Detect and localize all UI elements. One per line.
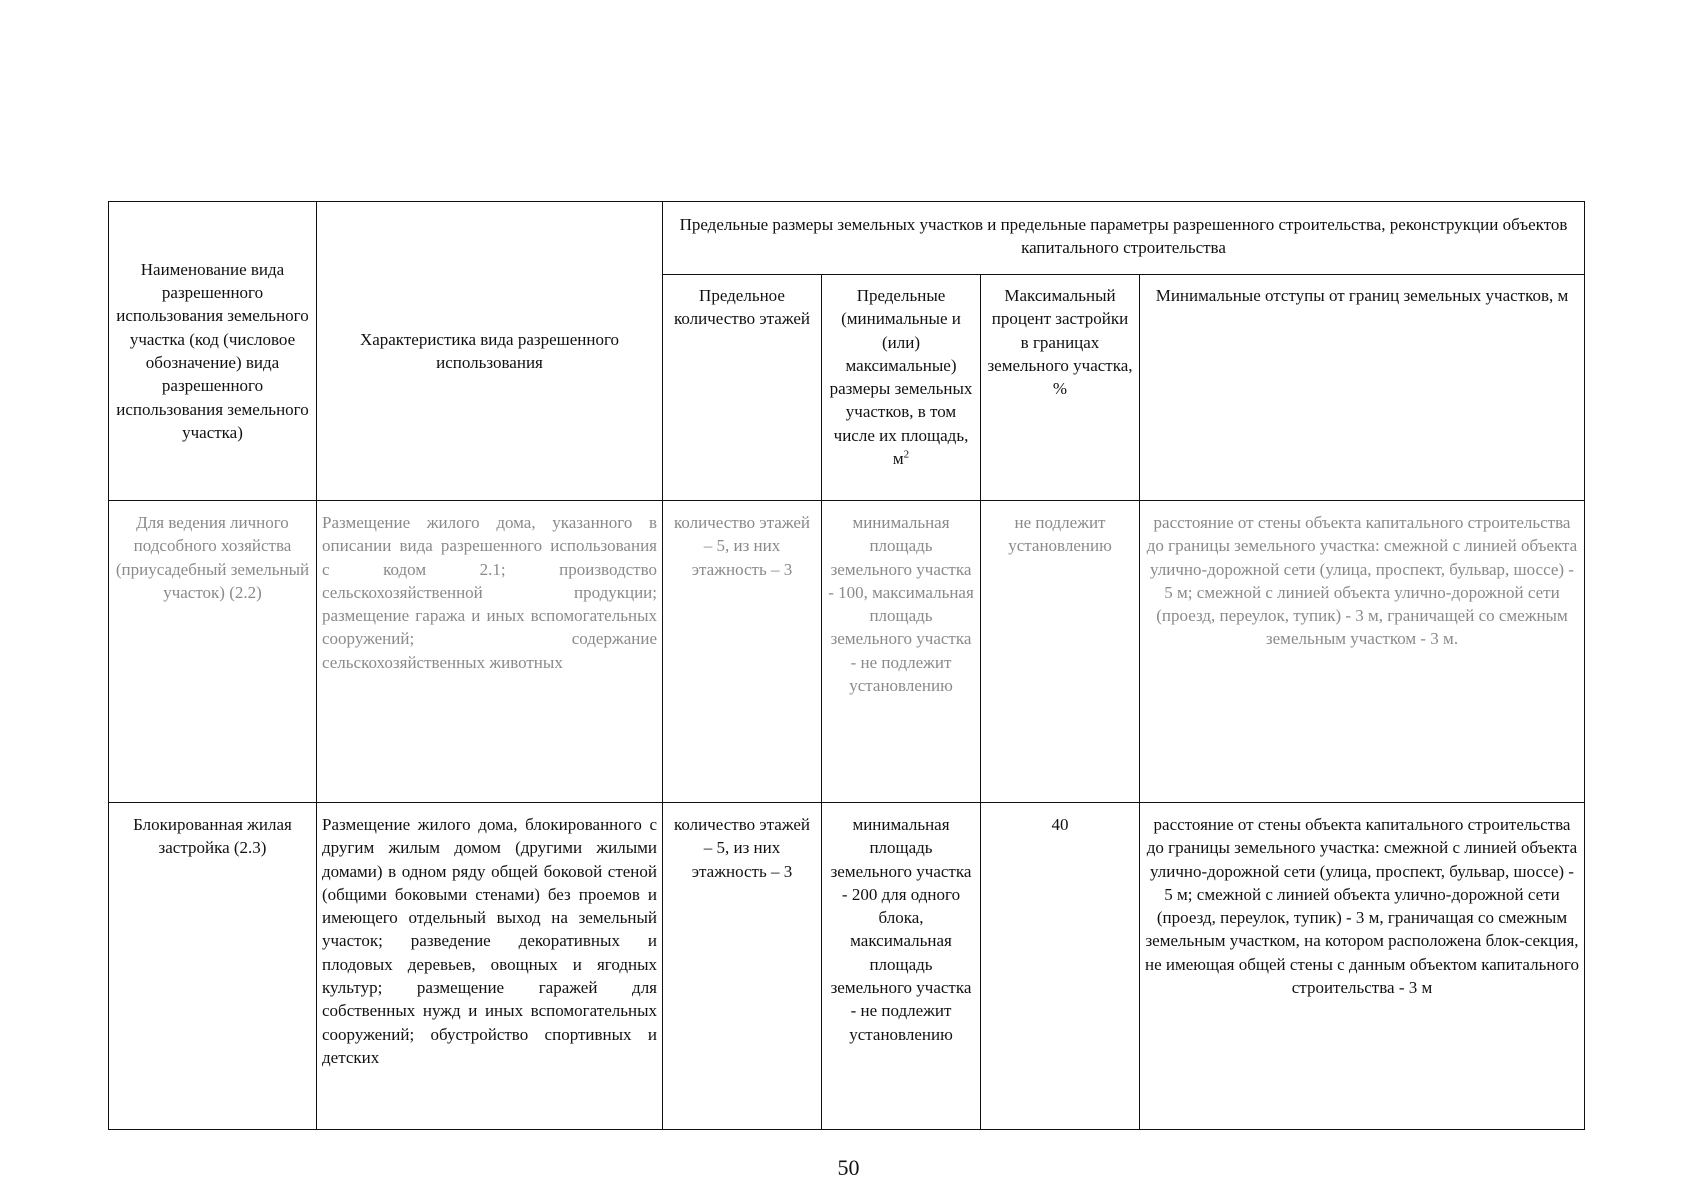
row-floors: количество этажей – 5, из них этажность – 3 (663, 501, 822, 803)
row-name: Для ведения личного подсобного хозяйства (приусадебный земельный участок) (2.2) (109, 501, 317, 803)
row-percent: 40 (981, 803, 1140, 1130)
row-floors: количество этажей – 5, из них этажность – 3 (663, 803, 822, 1130)
header-row-group (109, 202, 1585, 275)
zoning-table (108, 201, 1585, 1130)
page-number: 50 (837, 1155, 860, 1180)
row-characteristic: Размещение жилого дома, указанного в описании вида разрешенного использования с кодом 2.1; производство сельскохозяйственной продукции; размещение гаража и иных вспомогательных сооружений; содержание сельскохозяйственных животных (317, 501, 663, 803)
header-name: Наименование вида разрешенного использования земельного участка (код (числовое обозначение) вида разрешенного использования земельного участка) (109, 202, 317, 501)
row-sizes: минимальная площадь земельного участка - 200 для одного блока, максимальная площадь земельного участка - не подлежит установлению (822, 803, 981, 1130)
header-floors: Предельное количество этажей (663, 275, 822, 501)
header-sizes (822, 275, 981, 501)
header-sizes-sup: 2 (903, 448, 910, 461)
row-characteristic: Размещение жилого дома, блокированного с другим жилым домом (другими жилыми домами) в одном ряду общей боковой стеной (общими боковыми стенами) без проемов и имеющего отдельный выход на земельный участок; разведение декоративных и плодовых деревьев, овощных и ягодных культур; размещение гаражей для собственных нужд и иных вспомогательных сооружений; обустройство спортивных и детских (317, 803, 663, 1130)
header-group-title: Предельные размеры земельных участков и предельные параметры разрешенного строительства, реконструкции объектов капитального строительства (663, 202, 1585, 275)
header-setbacks: Минимальные отступы от границ земельных участков, м (1140, 275, 1585, 501)
table-row (109, 501, 1585, 803)
header-characteristic: Характеристика вида разрешенного использования (317, 202, 663, 501)
table-row (109, 803, 1585, 1130)
header-percent: Максимальный процент застройки в границах земельного участка, % (981, 275, 1140, 501)
header-sizes-text: Предельные (минимальные и (или) максимальные) размеры земельных участков, в том числе их площадь, м (829, 286, 973, 469)
row-sizes: минимальная площадь земельного участка - 100, максимальная площадь земельного участка - не подлежит установлению (822, 501, 981, 803)
row-percent: не подлежит установлению (981, 501, 1140, 803)
row-setbacks: расстояние от стены объекта капитального строительства до границы земельного участка: смежной с линией объекта улично-дорожной сети (улица, проспект, бульвар, шоссе) - 5 м; смежной с линией объекта улично-дорожной сети (проезд, переулок, тупик) - 3 м, граничащей со смежным земельным участком - 3 м. (1140, 501, 1585, 803)
row-name: Блокированная жилая застройка (2.3) (109, 803, 317, 1130)
row-setbacks: расстояние от стены объекта капитального строительства до границы земельного участка: смежной с линией объекта улично-дорожной сети (улица, проспект, бульвар, шоссе) - 5 м; смежной с линией объекта улично-дорожной сети (проезд, переулок, тупик) - 3 м, граничащая со смежным земельным участком, на котором расположена блок-секция, не имеющая общей стены с данным объектом капитального строительства - 3 м (1140, 803, 1585, 1130)
